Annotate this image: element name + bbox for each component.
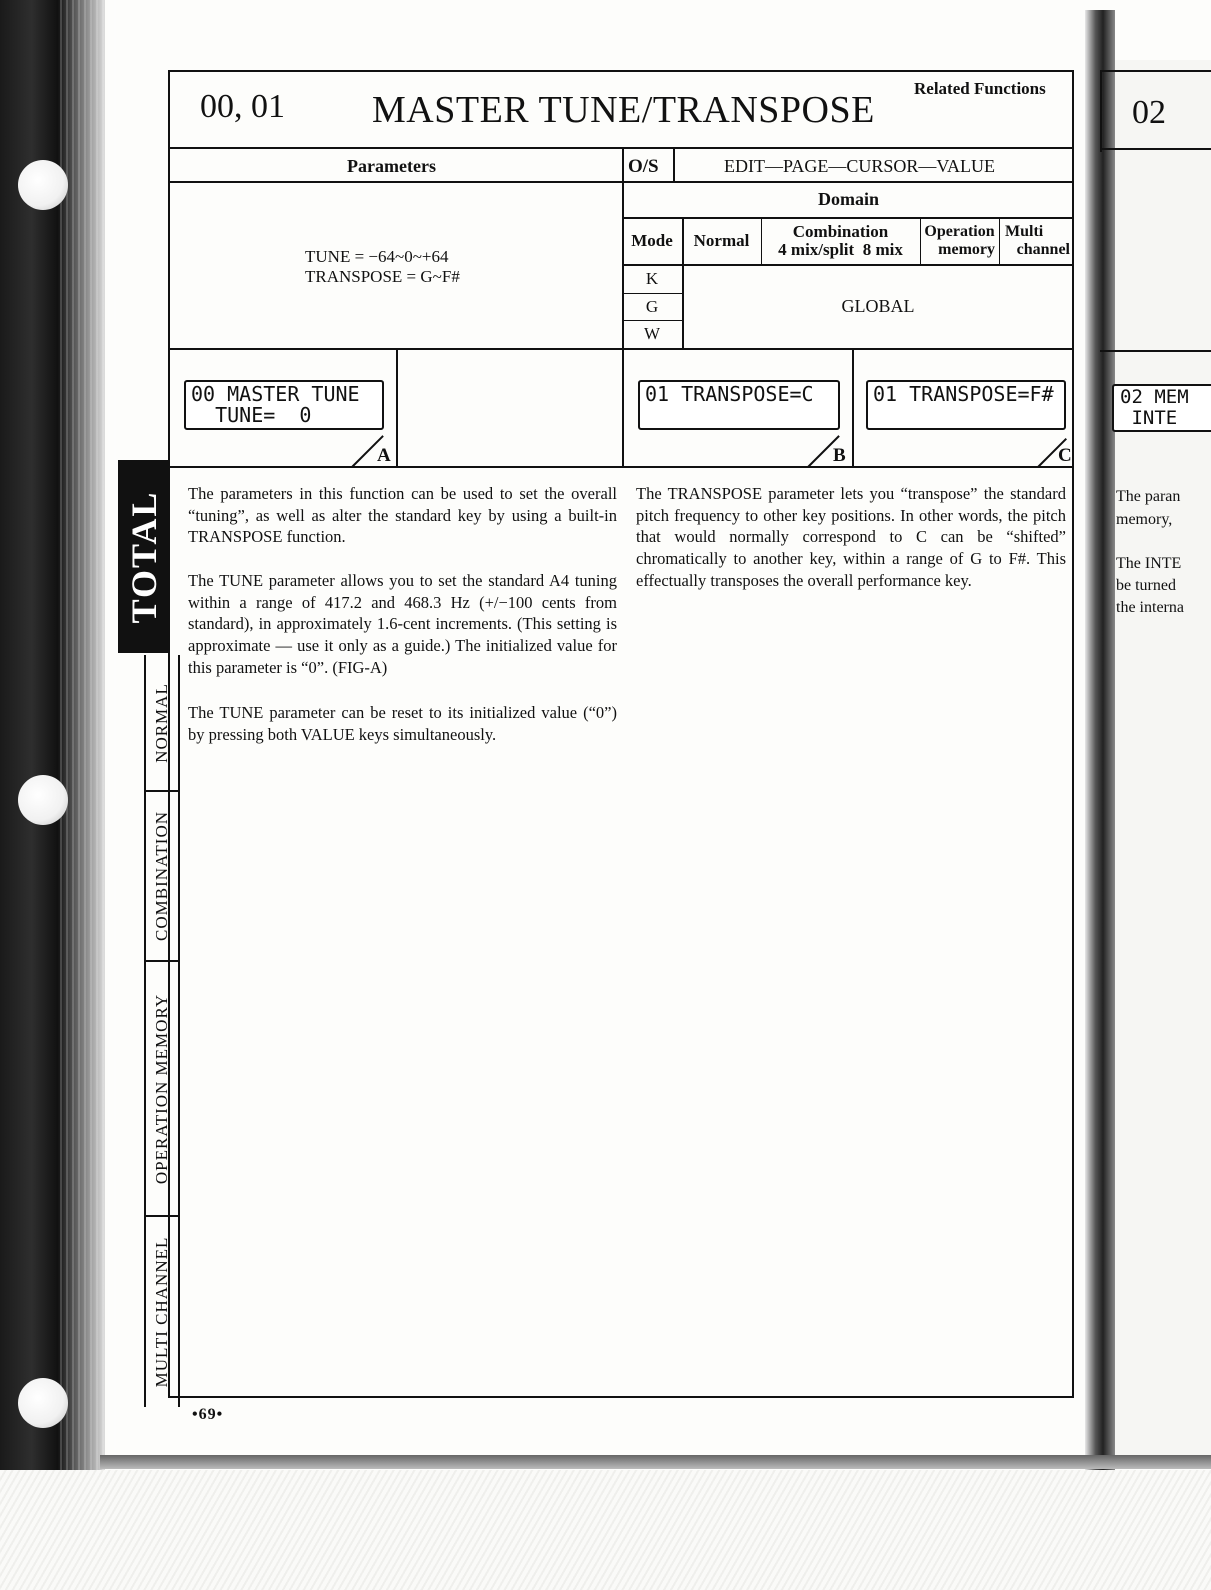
combination-title: Combination — [792, 222, 889, 241]
rule — [622, 320, 682, 321]
body-paragraph: The TUNE parameter can be reset to its initialized value (“0”) by pressing both VALUE keys simultaneously. — [188, 703, 617, 744]
multi-channel-label — [999, 223, 1074, 259]
lcd-figure-c — [866, 380, 1066, 430]
next-page-text: the interna — [1116, 599, 1184, 616]
page-spine-shadow — [1085, 10, 1115, 1470]
figure-a-tag: A — [377, 445, 391, 466]
figure-c-tag: C — [1058, 445, 1072, 466]
tab-normal-label: NORMAL — [152, 682, 171, 763]
lcd-line: INTE — [1120, 407, 1178, 429]
next-page-text: The INTE — [1116, 555, 1182, 572]
lcd-line: 01 TRANSPOSE=F# — [873, 382, 1054, 406]
next-page-header — [1100, 70, 1211, 152]
multi-title: Multi — [1005, 223, 1044, 240]
rule — [622, 217, 1074, 219]
lcd-line: 02 MEM — [1120, 386, 1189, 408]
tab-total — [118, 460, 170, 653]
function-code: 00, 01 — [200, 88, 285, 125]
lcd-line: TUNE= 0 — [191, 403, 312, 427]
rule — [396, 348, 398, 467]
transpose-range: TRANSPOSE = G~F# — [305, 267, 460, 286]
next-page-text: be turned — [1116, 577, 1176, 594]
body-paragraph: The TUNE parameter allows you to set the standard A4 tuning within a range of 417.2 and 468.3 Hz (+/−100 cents from standard), in approximately 1.6-cent increments. (This setting is approximate — use it only as a guide.) The initialized value for this parameter is “0”. (FIG-A) — [188, 571, 617, 677]
parameters-label: Parameters — [347, 156, 436, 176]
lcd-figure-a — [184, 380, 384, 430]
mode-label: Mode — [631, 231, 673, 250]
rule — [168, 147, 1074, 149]
rule — [168, 466, 1074, 468]
operation-title: Operation — [924, 223, 995, 240]
domain-label: Domain — [818, 189, 880, 209]
rule — [622, 293, 682, 294]
related-functions-label: Related Functions — [914, 79, 1046, 98]
operation-subtitle: memory — [938, 241, 995, 258]
tune-range: TUNE = −64~0~+64 — [305, 247, 449, 266]
combination-label — [761, 223, 920, 259]
parameter-ranges — [305, 247, 460, 287]
body-paragraph: The parameters in this function can be used to set the overall “tuning”, as well as alter the standard key by using a built-in TRANSPOSE function. — [188, 484, 617, 547]
tab-operation-memory-label: OPERATION MEMORY — [152, 993, 171, 1184]
next-page-text: memory, — [1116, 511, 1173, 528]
lcd-figure-b — [638, 380, 840, 430]
multi-subtitle: channel — [1016, 241, 1070, 258]
tab-combination-label: COMBINATION — [152, 811, 171, 941]
edit-navigation-path: EDIT—PAGE—CURSOR—VALUE — [724, 156, 996, 176]
next-page-rule — [1100, 350, 1211, 352]
tab-total-label: TOTAL — [124, 490, 164, 623]
page-stack-edge — [60, 0, 120, 1470]
figure-b-tag: B — [833, 445, 846, 466]
rule — [622, 264, 1074, 266]
rule — [852, 348, 854, 467]
next-page-fragment — [1112, 60, 1211, 1460]
next-page-code: 02 — [1132, 94, 1166, 131]
normal-label: Normal — [693, 231, 750, 250]
global-label: GLOBAL — [841, 296, 915, 316]
page-title: MASTER TUNE/TRANSPOSE — [372, 89, 875, 131]
rule — [168, 181, 1074, 183]
binder-hole — [18, 1378, 68, 1428]
tab-multi-channel-label: MULTI CHANNEL — [152, 1236, 171, 1388]
mode-k: K — [645, 269, 659, 288]
mode-w: W — [643, 324, 661, 343]
next-page-lcd — [1112, 384, 1211, 432]
rule — [673, 147, 675, 181]
binder-hole — [18, 160, 68, 210]
mode-g: G — [645, 297, 659, 316]
os-label: O/S — [628, 156, 659, 177]
binder-hole — [18, 775, 68, 825]
combination-subtitle: 4 mix/split 8 mix — [778, 240, 903, 259]
lcd-line: 00 MASTER TUNE — [191, 382, 360, 406]
page-number: •69• — [192, 1406, 224, 1423]
rule — [168, 348, 1074, 350]
next-page-rule — [1100, 148, 1211, 150]
body-paragraph: The TRANSPOSE parameter lets you “transpose” the standard pitch frequency to other key positions. In other words, the pitch that would normally correspond to C can be “shifted” chromatically to another key, within a range of G to F#. This effectually transposes the overall performance key. — [636, 484, 1066, 590]
page-bottom-shadow — [100, 1455, 1211, 1469]
scan-background — [0, 1470, 1211, 1590]
lcd-line: 01 TRANSPOSE=C — [645, 382, 814, 406]
operation-memory-label — [920, 223, 999, 259]
next-page-text: The paran — [1116, 488, 1181, 505]
